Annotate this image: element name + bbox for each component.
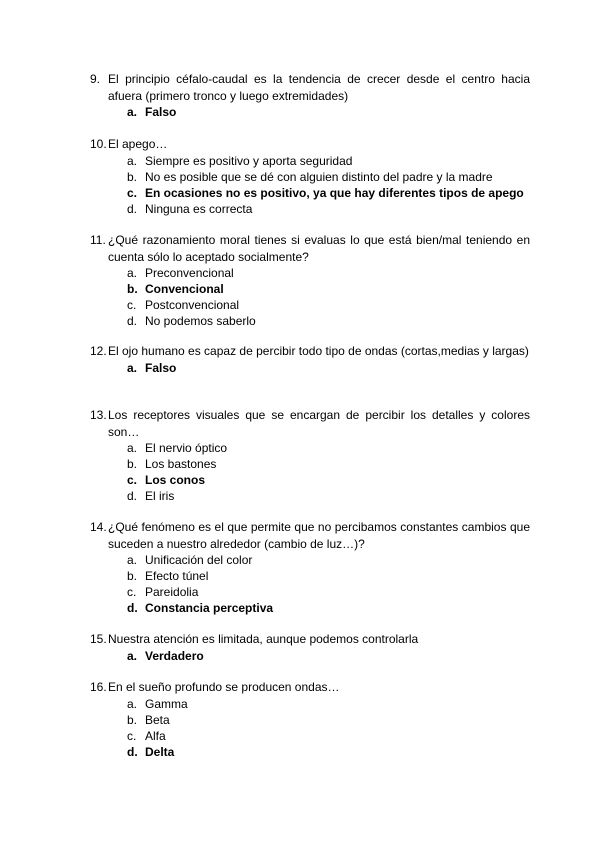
question-text: Los receptores visuales que se encargan de percibir los detalles y colores son… [108,408,530,439]
question-14 [90,519,530,616]
answer-option: b. Los bastones [127,457,217,471]
answer-options [90,552,530,616]
question-text: ¿Qué razonamiento moral tienes si evaluas lo que está bien/mal teniendo en cuenta sólo lo aceptado socialmente? [108,233,530,264]
answer-option: b. Convencional [127,282,224,296]
answer-option: c. Alfa [127,728,166,743]
question-text: El ojo humano es capaz de percibir todo tipo de ondas (cortas,medias y largas) [108,344,529,358]
answer-option: a. Falso [127,105,177,119]
question-number: 12. [90,344,107,358]
answer-option: c. Postconvencional [127,298,240,312]
answer-options [90,360,530,376]
question-text: El apego… [108,137,168,151]
question-text: Nuestra atención es limitada, aunque podemos controlarla [108,632,419,646]
answer-options [90,104,530,120]
question-number: 10. [90,137,107,151]
answer-option: d. Constancia perceptiva [127,601,274,615]
answer-option: a. Unificación del color [127,553,253,567]
answer-option: c. Los conos [127,473,206,487]
answer-option: a. Gamma [127,696,188,711]
answer-option: b. Efecto túnel [127,569,209,583]
question-text: ¿Qué fenómeno es el que permite que no percibamos constantes cambios que suceden a nuestro alrededor (cambio de luz…)? [108,520,530,551]
answer-options [90,696,530,760]
answer-option: d. El iris [127,489,175,503]
question-12 [90,343,530,376]
question-10 [90,136,530,217]
question-number: 15. [90,632,107,646]
answer-option: c. Pareidolia [127,585,199,599]
question-number: 13. [90,408,107,422]
question-text: En el sueño profundo se producen ondas… [108,680,340,694]
answer-option: a. Siempre es positivo y aporta seguridad [127,153,353,168]
question-9 [90,71,530,120]
answer-option: a. Verdadero [127,648,204,663]
question-text: El principio céfalo-caudal es la tendencia de crecer desde el centro hacia afuera (primero tronco y luego extremidades) [108,72,530,103]
question-16 [90,679,530,760]
answer-option: a. El nervio óptico [127,441,228,455]
answer-options [90,265,530,329]
answer-option: d. No podemos saberlo [127,314,256,328]
question-number: 11. [90,233,106,247]
question-15 [90,631,530,664]
answer-options [90,648,530,664]
question-number: 9. [90,72,101,86]
answer-option: a. Falso [127,360,177,375]
answer-option: c. En ocasiones no es positivo, ya que hay diferentes tipos de apego [127,185,524,200]
answer-options [90,153,530,217]
question-number: 14. [90,520,107,534]
answer-option: a. Preconvencional [127,266,234,280]
question-13 [90,407,530,504]
answer-option: d. Delta [127,744,175,759]
question-11 [90,232,530,329]
answer-option: b. No es posible que se dé con alguien distinto del padre y la madre [127,169,493,184]
answer-options [90,440,530,504]
answer-option: d. Ninguna es correcta [127,201,253,216]
question-number: 16. [90,680,107,694]
answer-option: b. Beta [127,712,170,727]
